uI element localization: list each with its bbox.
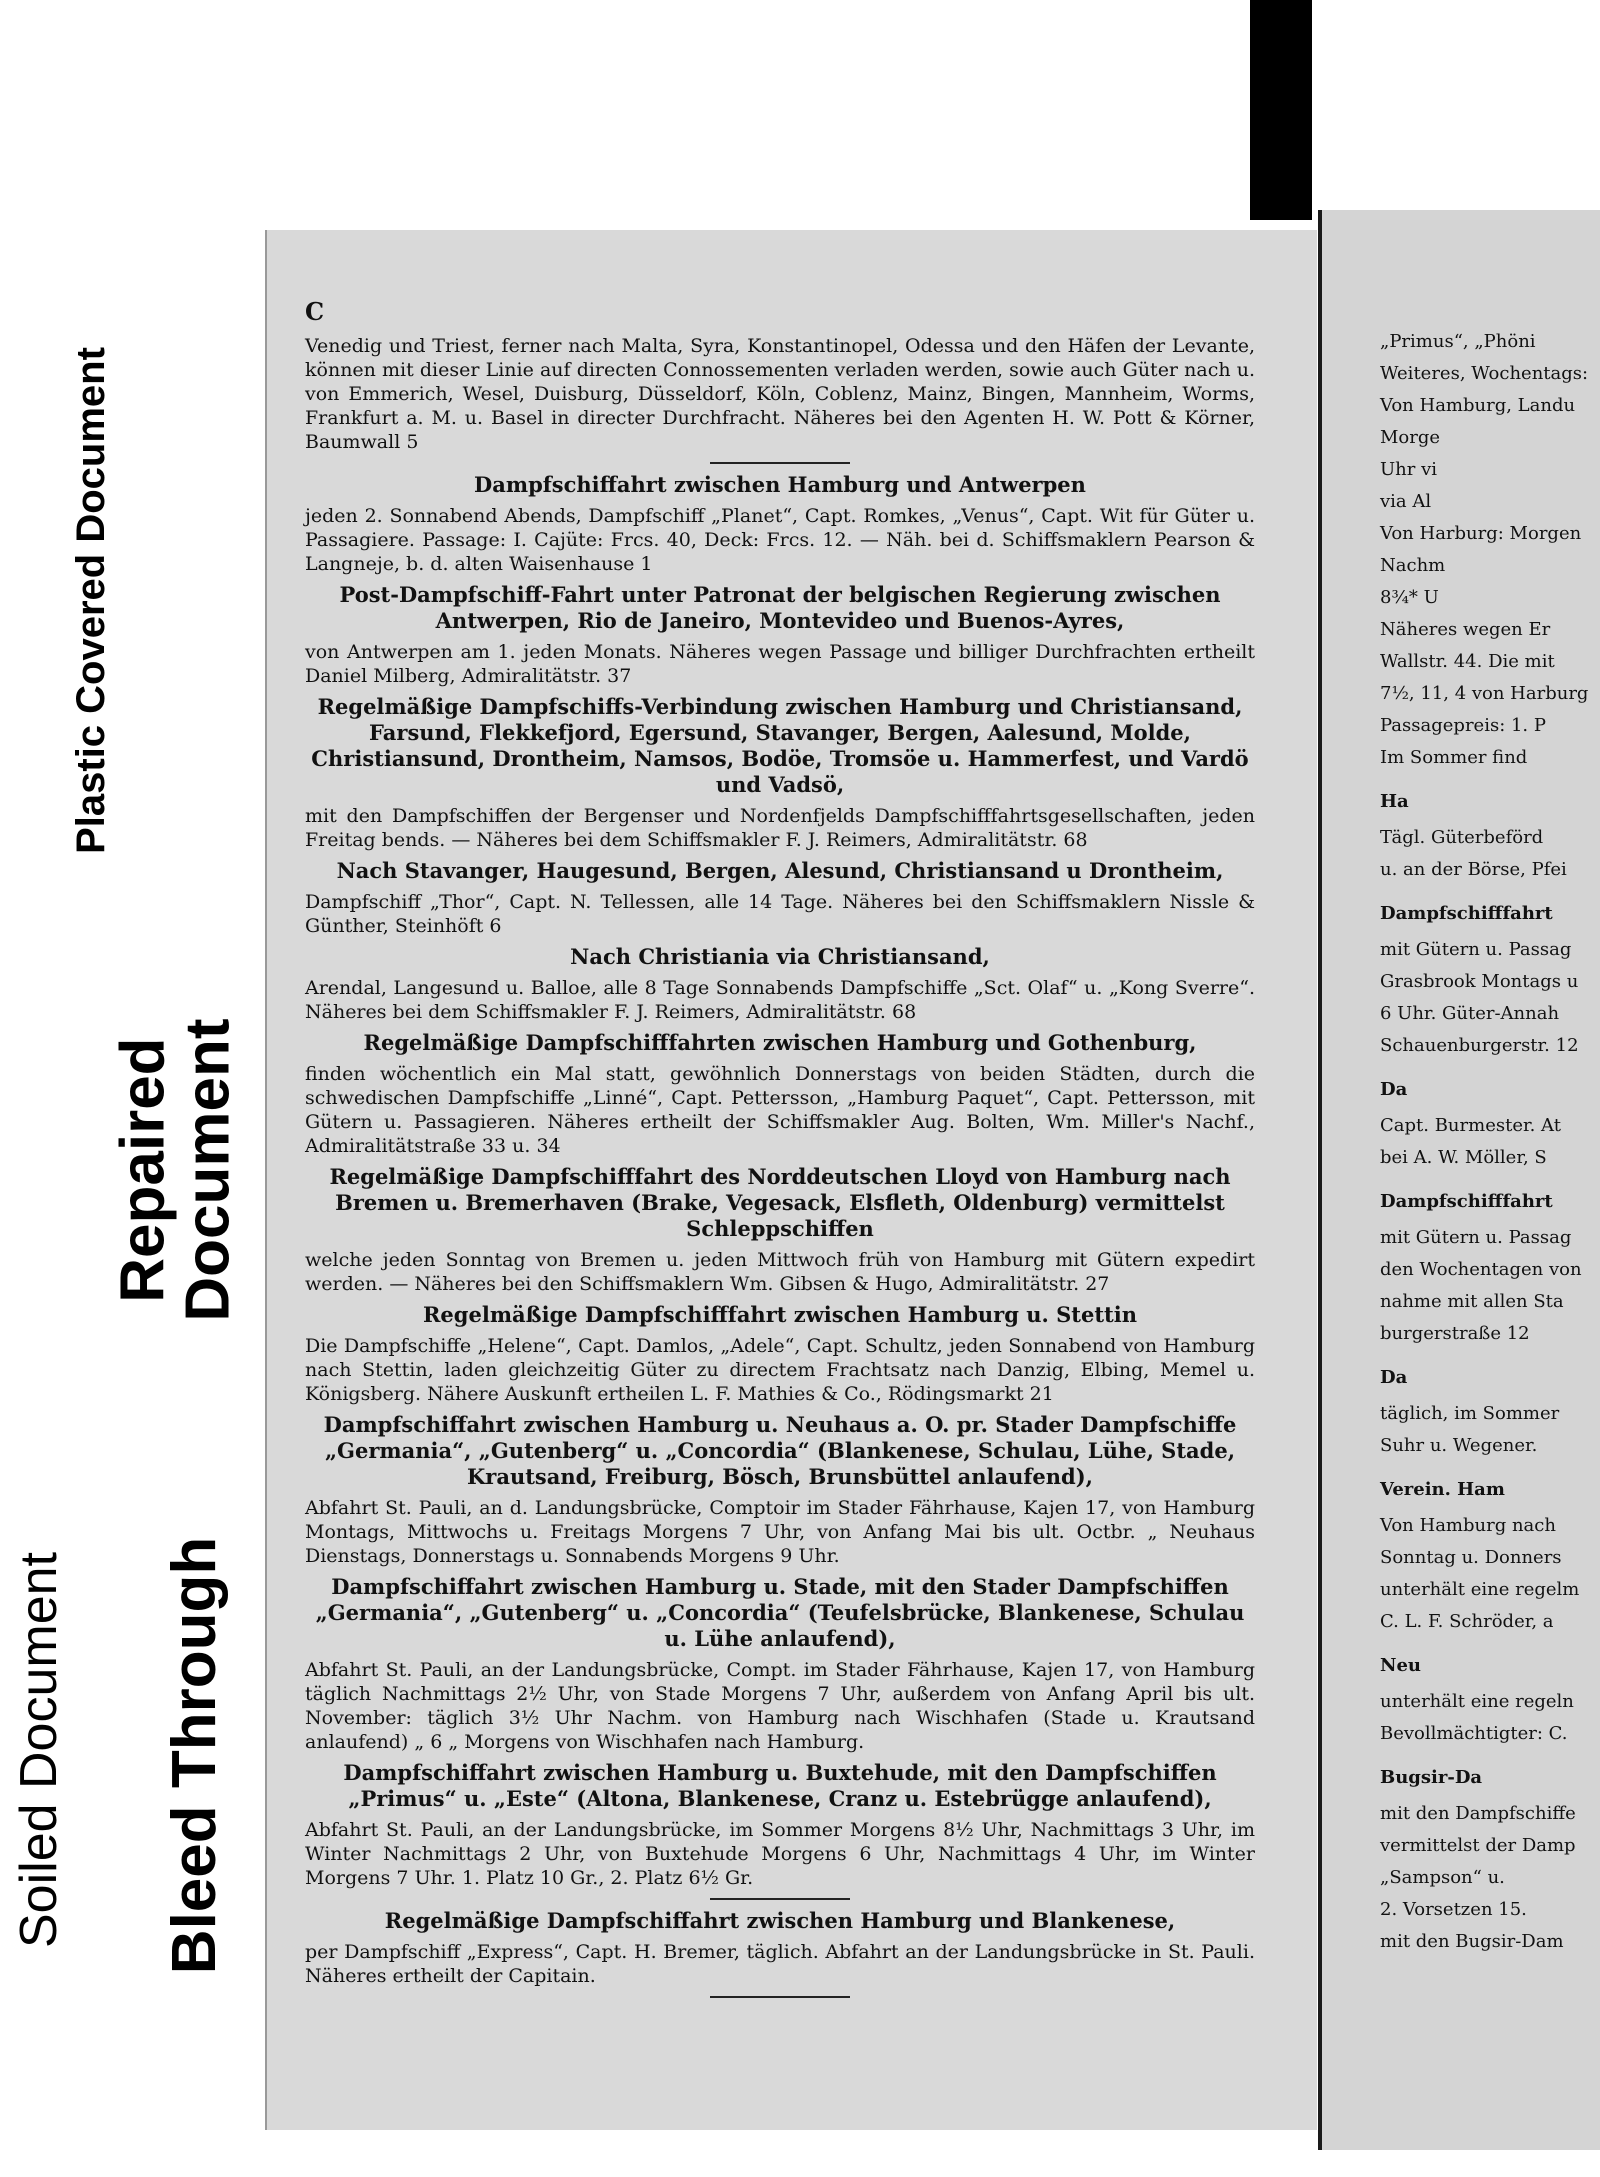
right-page-line: 2. Vorsetzen 15. (1380, 1899, 1527, 1920)
right-page-line: Grasbrook Montags u (1380, 971, 1579, 992)
right-page-line: bei A. W. Möller, S (1380, 1147, 1547, 1168)
section-paragraph: Abfahrt St. Pauli, an der Landungsbrücke, im Sommer Morgens 8½ Uhr, Nachmittags 3 Uhr, im Winter Nachmittags 2 Uhr, von Buxtehude Morgens 6 Uhr, Nachmittags 4 Uhr, im Winter Morgens 7 Uhr. 1. Platz 10 Gr., 2. Platz 6½ Gr. (305, 1819, 1255, 1889)
section-paragraph: Venedig und Triest, ferner nach Malta, Syra, Konstantinopel, Odessa und den Häfen der Levante, können mit dieser Linie auf directen Connossementen verladen werden, sowie auch Güter nach u. von Emmerich, Wesel, Duisburg, Düsseldorf, Köln, Coblenz, Mainz, Bingen, Mannheim, Worms, Frankfurt a. M. u. Basel in directer Durchfracht. Näheres bei den Agenten H. W. Pott & Körner, Baumwall 5 (305, 335, 1255, 453)
right-page-line: Morge (1380, 427, 1441, 448)
right-page-line: Schauenburgerstr. 12 (1380, 1035, 1579, 1056)
section-heading: Regelmäßige Dampfschifffahrten zwischen Hamburg und Gothenburg, (363, 1030, 1197, 1055)
right-page-line: Sonntag u. Donners (1380, 1547, 1562, 1568)
section-heading: Regelmäßige Dampfschiffs-Verbindung zwischen Hamburg und Christiansand, Farsund, Flekkefjord, Egersund, Stavanger, Bergen, Aalesund, Molde, Christiansund, Drontheim, Namsos, Bodöe, Tromsöe u. Hammerfest, und Vardö und Vadsö, (311, 694, 1249, 797)
right-page-line: mit Gütern u. Passag (1380, 1227, 1572, 1248)
section-separator (710, 462, 850, 464)
right-page-line: „Primus“, „Phöni (1380, 331, 1536, 352)
label-repaired-text (108, 1018, 243, 1322)
right-page-line: 6 Uhr. Güter-Annah (1380, 1003, 1560, 1024)
section-separator (710, 1996, 850, 1998)
right-page-line: Capt. Burmester. At (1380, 1115, 1561, 1136)
label-soiled-text: Soiled Document (10, 1552, 68, 1948)
section-paragraph: Abfahrt St. Pauli, an d. Landungsbrücke, Comptoir im Stader Fährhause, Kajen 17, von Hamburg Montags, Mittwochs u. Freitags Morgens 7 Uhr, von Anfang Mai bis ult. Octbr. „ Neuhaus Dienstags, Donnerstags u. Sonnabends Morgens 9 Uhr. (305, 1497, 1255, 1567)
section-paragraph: welche jeden Sonntag von Bremen u. jeden Mittwoch früh von Hamburg mit Gütern expedirt werden. — Näheres bei den Schiffsmaklern Wm. Gibsen & Hugo, Admiralitätstr. 27 (305, 1249, 1255, 1295)
right-page-line: den Wochentagen von (1380, 1259, 1582, 1280)
section-heading: Nach Christiania via Christiansand, (570, 944, 990, 969)
right-page-heading: Da (1380, 1367, 1408, 1388)
section-paragraph: Die Dampfschiffe „Helene“, Capt. Damlos, „Adele“, Capt. Schultz, jeden Sonnabend von Hamburg nach Stettin, laden gleichzeitig Güter zu directem Frachtsatz nach Danzig, Elbing, Memel u. Königsberg. Nähere Auskunft ertheilen L. F. Mathies & Co., Rödingsmarkt 21 (305, 1335, 1255, 1405)
section-separator (710, 1898, 850, 1900)
label-repaired-line2: Document (173, 1018, 243, 1322)
section-paragraph: Arendal, Langesund u. Balloe, alle 8 Tage Sonnabends Dampfschiffe „Sct. Olaf“ u. „Kong Sverre“. Näheres bei dem Schiffsmakler F. J. Reimers, Admiralitätstr. 68 (305, 977, 1255, 1023)
right-page-line: unterhält eine regelm (1380, 1579, 1580, 1600)
right-page-line: unterhält eine regeln (1380, 1691, 1574, 1712)
right-page-line: via Al (1380, 491, 1432, 512)
right-page-line: Uhr vi (1380, 459, 1438, 480)
right-page-line: Weiteres, Wochentags: (1380, 363, 1589, 384)
section-heading: Dampfschiffahrt zwischen Hamburg u. Buxtehude, mit den Dampfschiffen „Primus“ u. „Este“ (Altona, Blankenese, Cranz u. Estebrügge anlaufend), (343, 1760, 1217, 1811)
right-page-line: täglich, im Sommer (1380, 1403, 1560, 1424)
right-page-line: „Sampson“ u. (1380, 1867, 1505, 1888)
section-paragraph: von Antwerpen am 1. jeden Monats. Näheres wegen Passage und billiger Durchfrachten ertheilt Daniel Milberg, Admiralitätstr. 37 (305, 641, 1255, 687)
right-page-line: Von Hamburg nach (1380, 1515, 1556, 1536)
label-repaired-line1: Repaired (108, 1037, 178, 1303)
right-page-line: mit den Bugsir-Dam (1380, 1931, 1564, 1952)
right-page-line: Bevollmächtigter: C. (1380, 1723, 1568, 1744)
right-page-line: C. L. F. Schröder, a (1380, 1611, 1554, 1632)
section-paragraph: Abfahrt St. Pauli, an der Landungsbrücke, Compt. im Stader Fährhause, Kajen 17, von Hamburg täglich Nachmittags 2½ Uhr, von Stade Morgens 7 Uhr, außerdem von Anfang April bis ult. November: täglich 3½ Uhr Nachm. von Hamburg nach Wischhafen (Stade u. Krautsand anlaufend) „ 6 „ Morgens von Wischhafen nach Hamburg. (305, 1659, 1255, 1753)
section-paragraph: finden wöchentlich ein Mal statt, gewöhnlich Donnerstags von beiden Städten, durch die schwedischen Dampfschiffe „Linné“, Capt. Pettersson, „Hamburg Paquet“, Capt. Pettersson, mit Gütern u. Passagieren. Näheres ertheilt der Schiffsmakler Aug. Bolten, Wm. Miller's Nachf., Admiralitätstraße 33 u. 34 (305, 1063, 1255, 1157)
section-heading: Dampfschiffahrt zwischen Hamburg u. Neuhaus a. O. pr. Stader Dampfschiffe „Germania“, „Gutenberg“ u. „Concordia“ (Blankenese, Schulau, Lühe, Stade, Krautsand, Freiburg, Bösch, Brunsbüttel anlaufend), (323, 1412, 1237, 1489)
label-repaired (88, 935, 263, 1405)
right-page-heading: Da (1380, 1079, 1408, 1100)
section-heading: Dampfschiffahrt zwischen Hamburg und Antwerpen (474, 472, 1086, 497)
page-content (305, 297, 1255, 2006)
right-page-line: Passagepreis: 1. P (1380, 715, 1546, 736)
section-paragraph: mit den Dampfschiffen der Bergenser und Nordenfjelds Dampfschifffahrtsgesellschaften, jeden Freitag bends. — Näheres bei dem Schiffsmakler F. J. Reimers, Admiralitätstr. 68 (305, 805, 1255, 851)
section-paragraph: jeden 2. Sonnabend Abends, Dampfschiff „Planet“, Capt. Romkes, „Venus“, Capt. Wit für Güter u. Passagiere. Passage: I. Cajüte: Frcs. 40, Deck: Frcs. 12. — Näh. bei d. Schiffsmaklern Pearson & Langneje, b. d. alten Waisenhause 1 (305, 505, 1255, 575)
right-page-line: Von Hamburg, Landu (1380, 395, 1576, 416)
right-page-content (1380, 330, 1600, 1962)
section-heading: Post-Dampfschiff-Fahrt unter Patronat der belgischen Regierung zwischen Antwerpen, Rio de Janeiro, Montevideo und Buenos-Ayres, (339, 582, 1221, 633)
section-paragraph: per Dampfschiff „Express“, Capt. H. Bremer, täglich. Abfahrt an der Landungsbrücke in St. Pauli. Näheres ertheilt der Capitain. (305, 1941, 1255, 1987)
section-heading: Dampfschiffahrt zwischen Hamburg u. Stade, mit den Stader Dampfschiffen „Germania“, „Gutenberg“ u. „Concordia“ (Teufelsbrücke, Blankenese, Schulau u. Lühe anlaufend), (315, 1574, 1245, 1651)
right-page-heading: Dampfschifffahrt (1380, 903, 1553, 924)
right-page-line: 8¾* U (1380, 587, 1439, 608)
label-plastic-text: Plastic Covered Document (68, 346, 113, 854)
right-page-line: nahme mit allen Sta (1380, 1291, 1564, 1312)
section-paragraph: Dampfschiff „Thor“, Capt. N. Tellessen, alle 14 Tage. Näheres bei den Schiffsmaklern Nissle & Günther, Steinhöft 6 (305, 891, 1255, 937)
section-heading: Regelmäßige Dampfschifffahrt zwischen Hamburg u. Stettin (422, 1302, 1138, 1327)
right-page-line: Näheres wegen Er (1380, 619, 1551, 640)
right-page-heading: Verein. Ham (1380, 1479, 1505, 1500)
right-page-heading: Neu (1380, 1655, 1421, 1676)
label-soiled (0, 1460, 78, 2040)
right-page-line: Im Sommer find (1380, 747, 1528, 768)
label-plastic-covered (50, 285, 132, 915)
section-heading: Nach Stavanger, Haugesund, Bergen, Alesund, Christiansand u Drontheim, (336, 858, 1224, 883)
right-page-line: Von Harburg: Morgen (1380, 523, 1582, 544)
page-letter: C (305, 297, 325, 326)
section-heading: Regelmäßige Dampfschiffahrt zwischen Hamburg und Blankenese, (384, 1908, 1176, 1933)
right-page-line: Suhr u. Wegener. (1380, 1435, 1538, 1456)
label-bleed-text: Bleed Through (160, 1536, 230, 1974)
right-page-line: Tägl. Güterbeförd (1380, 827, 1544, 848)
right-page-line: vermittelst der Damp (1380, 1835, 1576, 1856)
right-page-line: burgerstraße 12 (1380, 1323, 1530, 1344)
right-page-heading: Bugsir-Da (1380, 1767, 1483, 1788)
right-page-line: Nachm (1380, 555, 1446, 576)
right-page-line: 7½, 11, 4 von Harburg (1380, 683, 1589, 704)
label-bleed-through (150, 1470, 240, 2040)
right-page-line: u. an der Börse, Pfei (1380, 859, 1567, 880)
right-page-heading: Dampfschifffahrt (1380, 1191, 1553, 1212)
right-page-line: mit den Dampfschiffe (1380, 1803, 1576, 1824)
section-heading: Regelmäßige Dampfschifffahrt des Norddeutschen Lloyd von Hamburg nach Bremen u. Bremerhaven (Brake, Vegesack, Elsfleth, Oldenburg) vermittelst Schleppschiffen (329, 1164, 1231, 1241)
scan-black-bar (1250, 0, 1312, 220)
right-page-heading: Ha (1380, 791, 1409, 812)
right-page-line: mit Gütern u. Passag (1380, 939, 1572, 960)
right-page-line: Wallstr. 44. Die mit (1380, 651, 1555, 672)
